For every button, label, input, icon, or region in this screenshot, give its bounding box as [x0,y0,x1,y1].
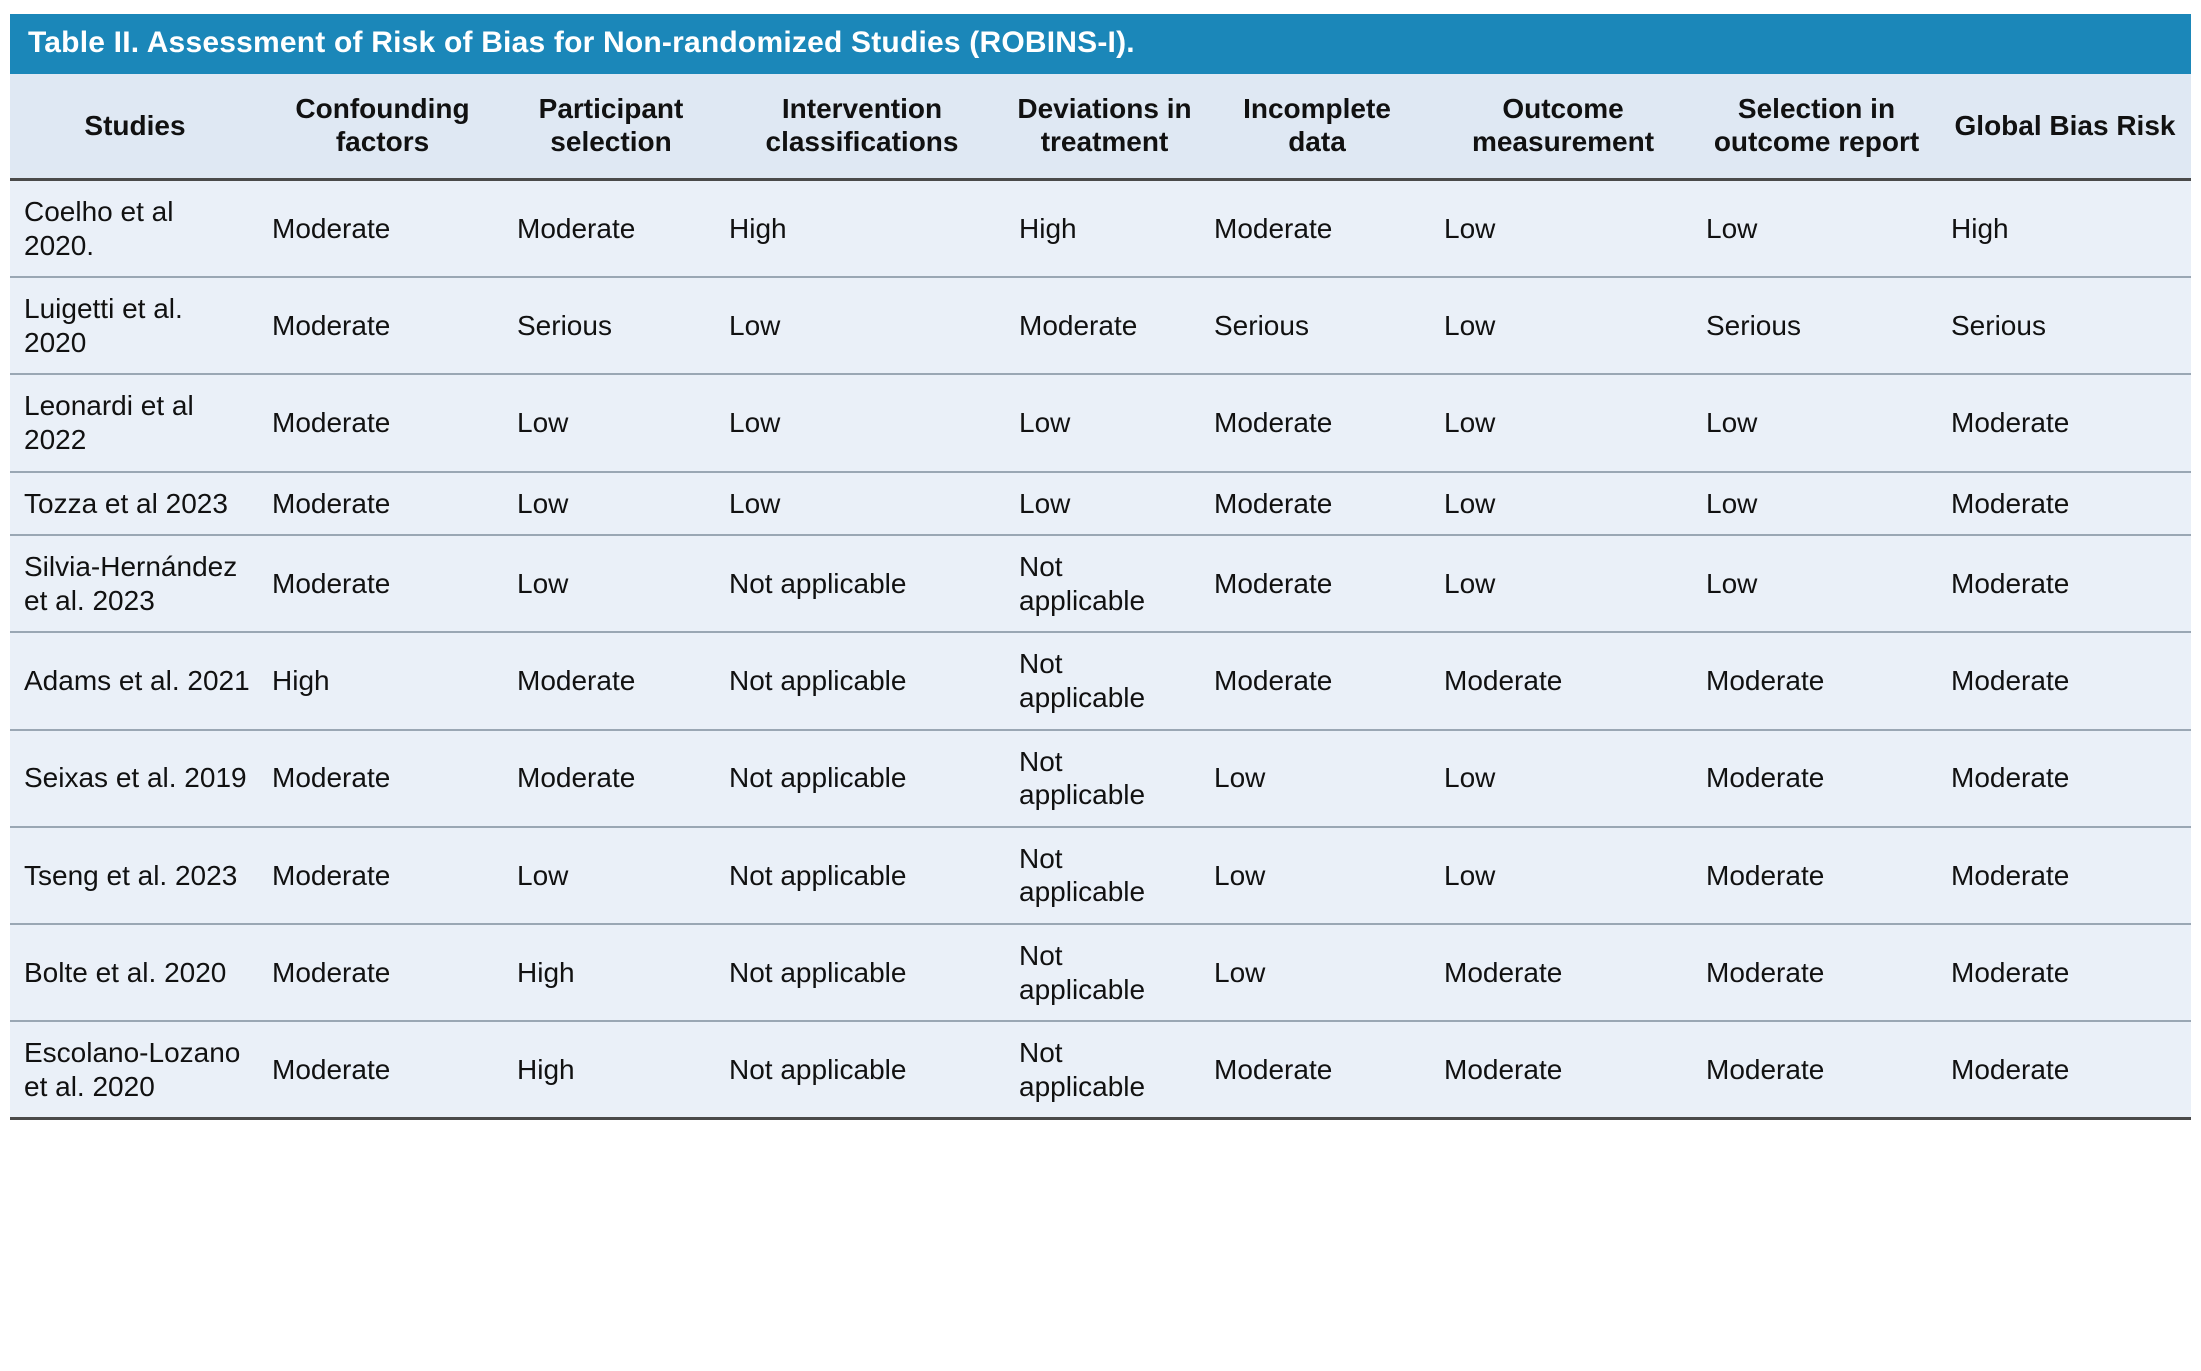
column-header-global-bias-risk: Global Bias Risk [1939,74,2191,180]
cell-participant: Low [505,535,717,632]
cell-participant: Moderate [505,730,717,827]
cell-deviations: Low [1007,472,1202,536]
cell-incomplete: Low [1202,730,1432,827]
cell-study: Coelho et al 2020. [10,180,260,278]
cell-confounding: Moderate [260,180,505,278]
cell-selection: Low [1694,535,1939,632]
table-row [10,730,2191,827]
cell-selection: Moderate [1694,632,1939,729]
cell-intervention: Not applicable [717,632,1007,729]
cell-study: Silvia-Hernández et al. 2023 [10,535,260,632]
cell-intervention: High [717,180,1007,278]
cell-incomplete: Moderate [1202,180,1432,278]
cell-confounding: Moderate [260,277,505,374]
cell-confounding: Moderate [260,924,505,1021]
cell-intervention: Not applicable [717,924,1007,1021]
table-title: Table II. Assessment of Risk of Bias for Non-randomized Studies (ROBINS-I). [10,14,2191,74]
column-header-confounding-factors: Confounding factors [260,74,505,180]
table-row [10,827,2191,924]
cell-intervention: Low [717,374,1007,471]
cell-incomplete: Serious [1202,277,1432,374]
cell-deviations: Low [1007,374,1202,471]
risk-of-bias-table [10,14,2191,1120]
cell-outcome: Low [1432,472,1694,536]
cell-global: Moderate [1939,827,2191,924]
column-header-intervention-classifications: Intervention classifications [717,74,1007,180]
cell-selection: Moderate [1694,924,1939,1021]
cell-global: High [1939,180,2191,278]
column-header-participant-selection: Participant selection [505,74,717,180]
column-header-deviations-in-treatment: Deviations in treatment [1007,74,1202,180]
column-header-outcome-measurement: Outcome measurement [1432,74,1694,180]
cell-outcome: Moderate [1432,632,1694,729]
cell-outcome: Low [1432,180,1694,278]
cell-deviations: Not applicable [1007,535,1202,632]
cell-participant: Serious [505,277,717,374]
cell-global: Moderate [1939,924,2191,1021]
table-row [10,924,2191,1021]
cell-outcome: Low [1432,827,1694,924]
cell-intervention: Low [717,277,1007,374]
cell-global: Moderate [1939,1021,2191,1119]
column-header-studies: Studies [10,74,260,180]
cell-incomplete: Moderate [1202,472,1432,536]
cell-confounding: Moderate [260,827,505,924]
cell-confounding: Moderate [260,374,505,471]
cell-study: Bolte et al. 2020 [10,924,260,1021]
cell-confounding: Moderate [260,1021,505,1119]
table-row [10,535,2191,632]
cell-global: Moderate [1939,730,2191,827]
cell-study: Luigetti et al. 2020 [10,277,260,374]
table-row [10,277,2191,374]
cell-study: Adams et al. 2021 [10,632,260,729]
cell-study: Escolano-Lozano et al. 2020 [10,1021,260,1119]
cell-global: Moderate [1939,535,2191,632]
table-row [10,1021,2191,1119]
cell-selection: Low [1694,374,1939,471]
cell-outcome: Low [1432,277,1694,374]
cell-global: Serious [1939,277,2191,374]
cell-outcome: Moderate [1432,924,1694,1021]
cell-incomplete: Moderate [1202,374,1432,471]
cell-deviations: Not applicable [1007,1021,1202,1119]
cell-selection: Low [1694,180,1939,278]
cell-confounding: Moderate [260,730,505,827]
cell-deviations: Not applicable [1007,632,1202,729]
table-row [10,180,2191,278]
table-row [10,374,2191,471]
cell-global: Moderate [1939,374,2191,471]
cell-participant: Low [505,472,717,536]
cell-intervention: Not applicable [717,1021,1007,1119]
header-row [10,74,2191,180]
cell-global: Moderate [1939,472,2191,536]
cell-intervention: Not applicable [717,535,1007,632]
cell-participant: Moderate [505,632,717,729]
cell-participant: Moderate [505,180,717,278]
cell-selection: Moderate [1694,827,1939,924]
cell-intervention: Not applicable [717,827,1007,924]
cell-outcome: Low [1432,730,1694,827]
column-header-selection-in-outcome-report: Selection in outcome report [1694,74,1939,180]
cell-participant: High [505,1021,717,1119]
cell-selection: Moderate [1694,730,1939,827]
cell-outcome: Low [1432,535,1694,632]
cell-outcome: Moderate [1432,1021,1694,1119]
cell-incomplete: Moderate [1202,535,1432,632]
cell-confounding: Moderate [260,535,505,632]
cell-intervention: Low [717,472,1007,536]
cell-study: Tozza et al 2023 [10,472,260,536]
cell-deviations: Moderate [1007,277,1202,374]
cell-selection: Moderate [1694,1021,1939,1119]
cell-participant: High [505,924,717,1021]
cell-study: Tseng et al. 2023 [10,827,260,924]
cell-deviations: Not applicable [1007,827,1202,924]
cell-deviations: High [1007,180,1202,278]
cell-incomplete: Low [1202,924,1432,1021]
table-header [10,74,2191,180]
cell-incomplete: Moderate [1202,632,1432,729]
cell-outcome: Low [1432,374,1694,471]
cell-study: Leonardi et al 2022 [10,374,260,471]
cell-selection: Low [1694,472,1939,536]
cell-confounding: Moderate [260,472,505,536]
cell-confounding: High [260,632,505,729]
table-row [10,632,2191,729]
cell-intervention: Not applicable [717,730,1007,827]
cell-participant: Low [505,374,717,471]
cell-selection: Serious [1694,277,1939,374]
table-row [10,472,2191,536]
cell-deviations: Not applicable [1007,924,1202,1021]
column-header-incomplete-data: Incomplete data [1202,74,1432,180]
table-body [10,180,2191,1119]
cell-incomplete: Low [1202,827,1432,924]
cell-deviations: Not applicable [1007,730,1202,827]
cell-incomplete: Moderate [1202,1021,1432,1119]
cell-global: Moderate [1939,632,2191,729]
cell-participant: Low [505,827,717,924]
cell-study: Seixas et al. 2019 [10,730,260,827]
